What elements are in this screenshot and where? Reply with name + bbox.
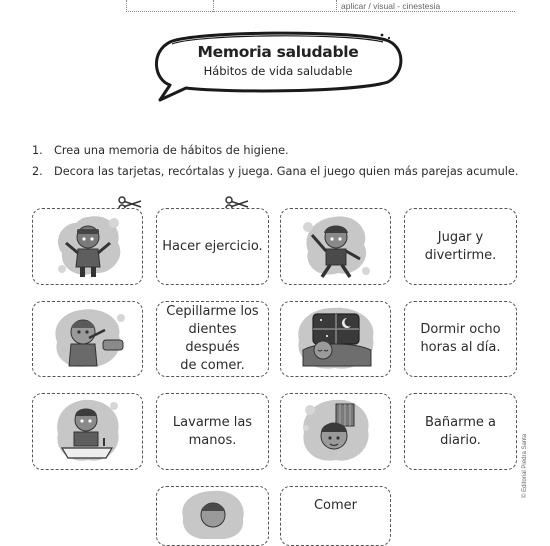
header-rule: [126, 11, 515, 12]
memory-card-image[interactable]: [32, 301, 143, 377]
memory-card-image[interactable]: [280, 208, 391, 285]
card-text: Lavarme las manos.: [172, 414, 253, 448]
title-block: [150, 43, 406, 78]
memory-card-image[interactable]: [32, 208, 143, 285]
card-text: Jugar y divertirme.: [424, 229, 497, 263]
memory-card-text[interactable]: [156, 393, 269, 470]
instruction-number: 1.: [32, 144, 43, 157]
header-divider: [336, 0, 337, 12]
header-divider: [126, 0, 127, 12]
memory-card-text[interactable]: [404, 301, 517, 377]
memory-card-text[interactable]: [280, 486, 391, 546]
child-playing-illustration: [296, 213, 376, 281]
instruction-text: Crea una memoria de hábitos de higiene.: [54, 144, 289, 157]
child-exercising-illustration: [48, 213, 128, 281]
page-title: Memoria saludable: [197, 43, 359, 61]
memory-card-image[interactable]: [32, 393, 143, 470]
memory-card-image[interactable]: [280, 393, 391, 470]
card-text: Bañarme a diario.: [425, 414, 496, 448]
instruction-number: 2.: [32, 165, 43, 178]
memory-card-text[interactable]: [404, 393, 517, 470]
memory-card-text[interactable]: [404, 208, 517, 285]
skill-tags: aplicar / visual - cinestesia: [341, 1, 441, 11]
instruction-item: [32, 165, 518, 178]
memory-card-image[interactable]: [156, 486, 269, 546]
instruction-text: Decora las tarjetas, recórtalas y juega. Gana el juego quien más parejas acumule.: [54, 165, 519, 178]
memory-card-text[interactable]: [156, 208, 269, 285]
child-bathing-illustration: [296, 398, 376, 466]
instruction-item: [32, 144, 289, 157]
child-brushing-teeth-illustration: [47, 306, 129, 372]
card-text: Hacer ejercicio.: [162, 238, 263, 254]
child-eating-illustration: [173, 489, 253, 539]
publisher-credit: © Editorial Piedra Santa: [522, 433, 528, 498]
child-washing-hands-illustration: [48, 398, 128, 466]
child-sleeping-illustration: [293, 306, 379, 372]
card-text: Cepillarme los dientes después de comer.: [166, 304, 259, 373]
memory-card-image[interactable]: [280, 301, 391, 377]
header-divider: [213, 0, 214, 12]
card-text: Dormir ocho horas al día.: [420, 322, 501, 355]
page-subtitle: Hábitos de vida saludable: [203, 64, 353, 78]
memory-card-text[interactable]: [156, 301, 269, 377]
card-text: Comer: [313, 498, 358, 513]
